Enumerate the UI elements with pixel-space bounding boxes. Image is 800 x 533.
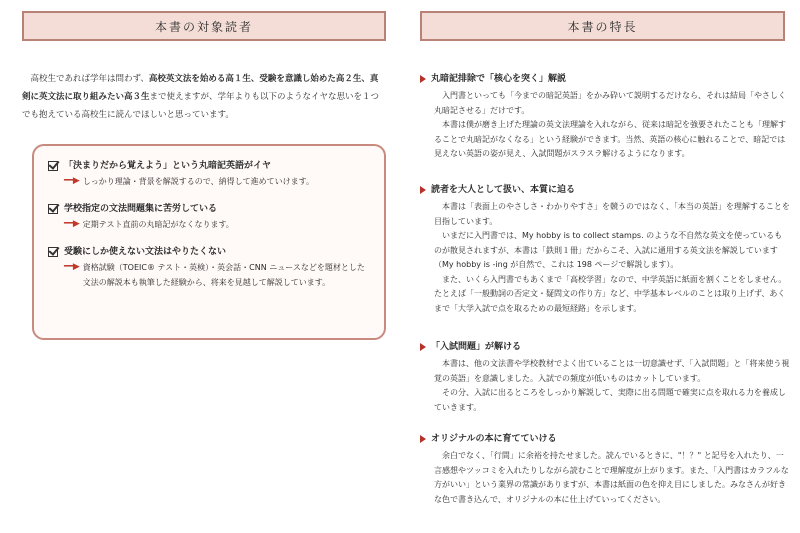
reader-points-box: [32, 144, 386, 340]
intro-paragraph: [22, 70, 386, 124]
feature-title: オリジナルの本に育てていける: [431, 434, 557, 444]
feature-section: [420, 340, 790, 415]
reader-point: [48, 201, 370, 232]
triangle-bullet-icon: [420, 435, 426, 443]
triangle-bullet-icon: [420, 343, 426, 351]
reader-point: [48, 244, 370, 290]
reader-point-body: 資格試験（TOEIC® テスト・英検）・英会話・CNN ニュースなどを題材とした文法の解説本も執筆した経験から、将来を見越して解説しています。: [82, 263, 365, 287]
reader-point-title: 「決まりだから覚えよう」という丸暗記英語がイヤ: [64, 161, 272, 171]
feature-title: 丸暗記排除で「核心を突く」解説: [431, 74, 567, 84]
feature-body: [420, 89, 790, 162]
checkbox-checked-icon: [48, 204, 58, 214]
reader-point-body: 定期テスト直前の丸暗記がなくなります。: [82, 220, 234, 229]
target-readers-title: 本書の対象読者: [154, 19, 253, 34]
reader-point-title: 学校指定の文法問題集に苦労している: [64, 204, 218, 214]
feature-paragraph: 本書は「表面上のやさしさ・わかりやすさ」を競うのではなく、「本当の英語」を理解することを目指しています。: [434, 202, 790, 226]
reader-point-title: 受験にしか使えない文法はやりたくない: [64, 247, 227, 257]
intro-text-1: 高校生であれば学年は問わず、: [30, 74, 149, 84]
features-header: [420, 11, 785, 41]
feature-section: [420, 183, 790, 316]
target-readers-header: [22, 11, 386, 41]
feature-paragraph: 本書は僕が磨き上げた理論の英文法理論を入れながら、従来は暗記を強要されたことも「理解することで丸暗記がなくなる」という経験ができます。当然、英語の核心に触れることで、暗記では見えない英語の姿が見え、入試問題がスラスラ解けるようになります。: [434, 120, 786, 158]
intro-text-bold: 高校英文法を始める高１生、受験を意識し始めた高２生、真剣に英文法に取り組みたい高３生: [22, 74, 379, 102]
triangle-bullet-icon: [420, 186, 426, 194]
feature-paragraph: また、いくら入門書でもあくまで「高校学習」なので、中学英語に紙面を割くことをしません。たとえば「一般動詞の否定文・疑問文の作り方」など、中学基本レベルのことは取り上げず、あくまで「大学入試で点を取るための最短経路」を示します。: [434, 274, 787, 313]
long-arrow-right-icon: ━━▶: [64, 262, 79, 272]
feature-body: [420, 200, 790, 316]
feature-section: [420, 72, 790, 162]
feature-paragraph: その分、入試に出るところをしっかり解説して、実際に出る問題で確実に点を取れる力を養成していきます。: [434, 388, 786, 412]
reader-point: [48, 158, 370, 189]
checkbox-checked-icon: [48, 247, 58, 257]
feature-body: [420, 449, 790, 507]
triangle-bullet-icon: [420, 75, 426, 83]
feature-paragraph: 入門書といっても「今までの暗記英語」をかみ砕いて説明するだけなら、それは結局「やさしく丸暗記させる」だけです。: [434, 91, 786, 115]
long-arrow-right-icon: ━━▶: [64, 176, 79, 186]
checkbox-checked-icon: [48, 161, 58, 171]
feature-paragraph: 本書は、他の文法書や学校教材でよく出ていることは一切意識せず、「入試問題」と「将来使う視覚の英語」を意識しました。入試での頻度が低いものはカットしています。: [434, 359, 790, 383]
long-arrow-right-icon: ━━▶: [64, 219, 79, 229]
reader-point-body: しっかり理論・背景を解説するので、納得して進めていけます。: [82, 177, 314, 186]
feature-body: [420, 357, 790, 415]
feature-section: [420, 432, 790, 507]
intro-text-2: まで使えますが、学年よりも以下のようなイヤな思いを１つでも抱えている高校生に読んでほしいと思っています。: [22, 92, 380, 120]
features-title: 本書の特長: [567, 19, 638, 34]
feature-title: 読者を大人として扱い、本質に迫る: [431, 185, 576, 195]
feature-paragraph: いまだに入門書では、My hobby is to collect stamps. のような不自然な英文を使っているものが散見されますが、本書は「鉄則１冊」だからこそ、入試に通用する英文法を解説しています（My hobby is -ing が自然で、これは 198 ページで解説します）。: [434, 231, 783, 269]
feature-paragraph: 余白でなく、「行間」に余裕を持たせました。読んでいるときに、"！？" と記号を入れたり、一言感想やツッコミを入れたりしながら読むことで理解度が上がります。また、「入門書はカラフルな方がいい」という業界の常識がありますが、本書は紙面の色を抑え目にしました。みなさんが好きな色で書き込んで、オリジナルの本に仕上げていってください。: [434, 451, 789, 504]
feature-title: 「入試問題」が解ける: [431, 342, 522, 352]
